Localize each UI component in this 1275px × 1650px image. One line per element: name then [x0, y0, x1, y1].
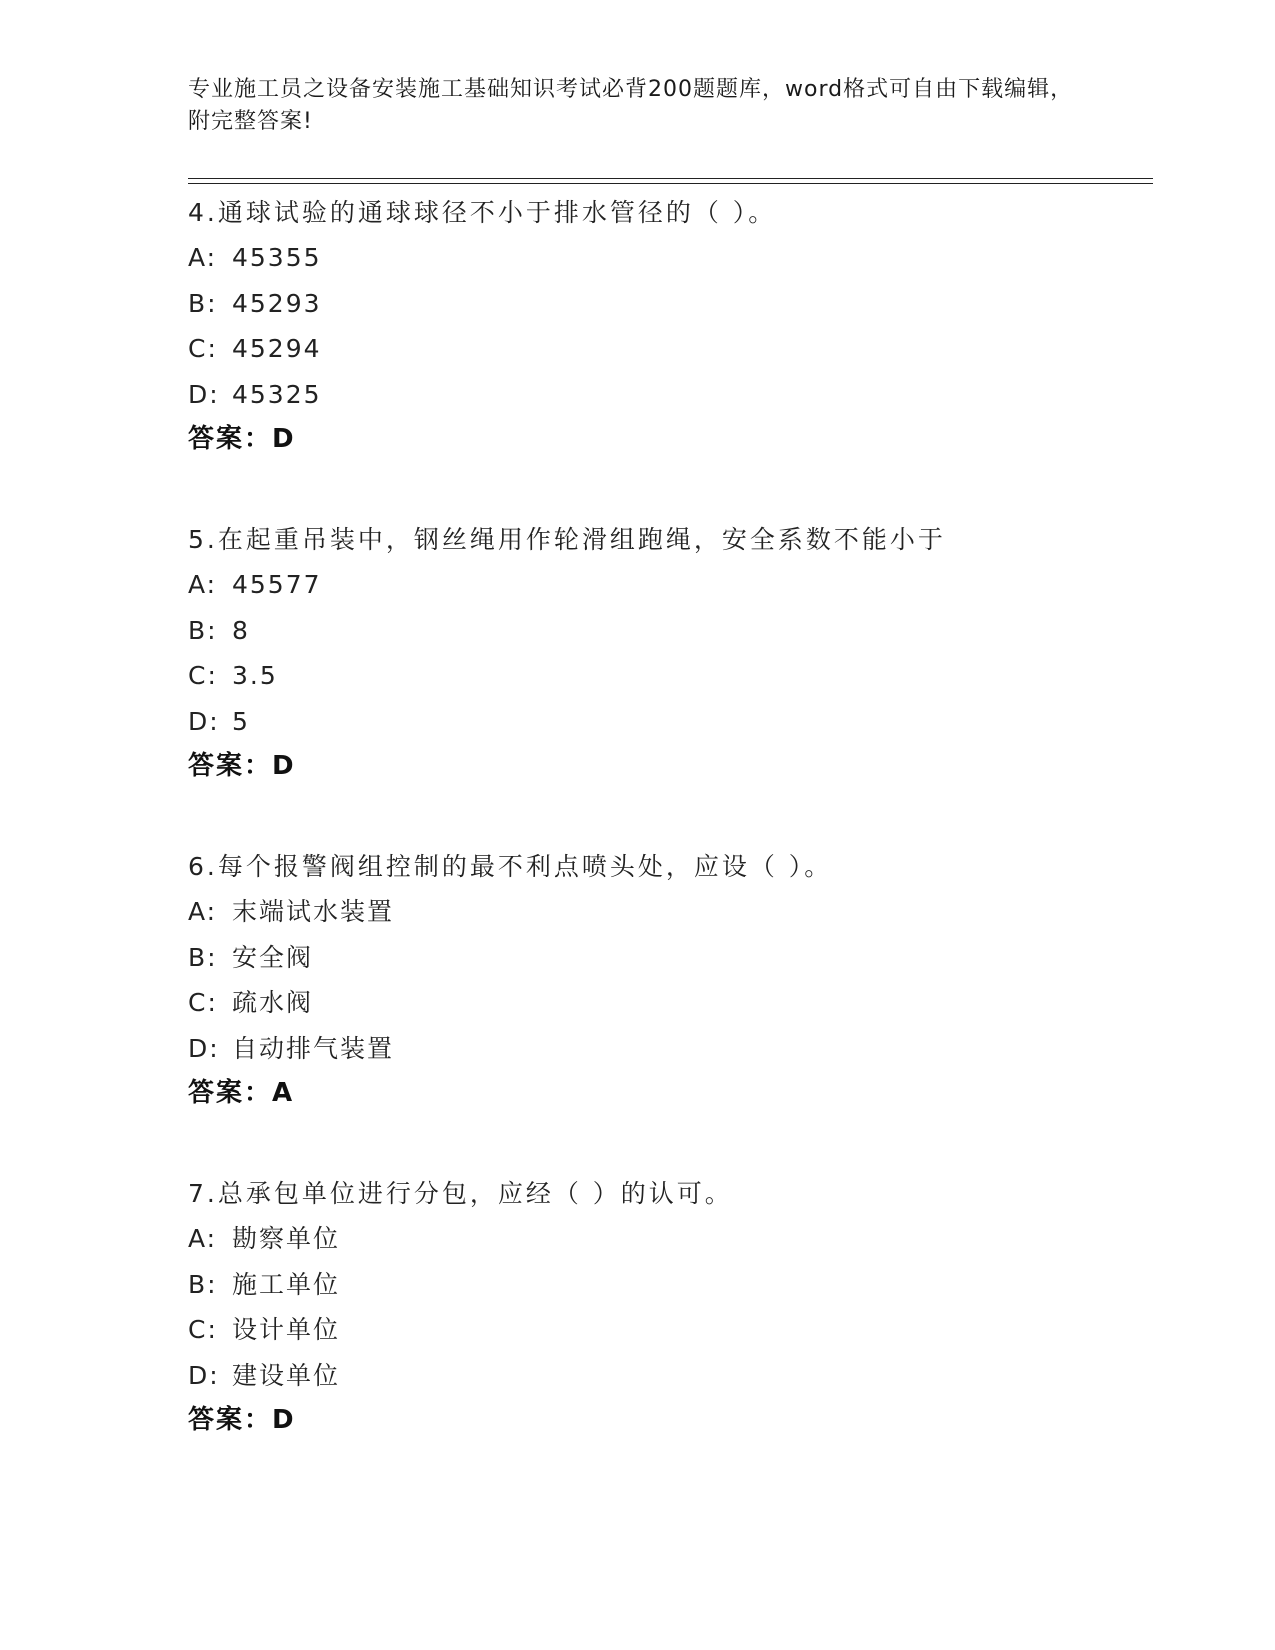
option-key: B: [188, 942, 218, 972]
question-4 [188, 190, 1153, 461]
answer-value: A [272, 1078, 293, 1108]
question-stem: 4.通球试验的通球球径不小于排水管径的（ ）。 [188, 198, 777, 227]
option-key: C: [188, 988, 218, 1017]
option-key: A: [188, 570, 218, 599]
document-title: 专业施工员之设备安装施工基础知识考试必背200题题库，word格式可自由下载编辑，附完整答案! [188, 77, 1074, 134]
question-stem: 6.每个报警阀组控制的最不利点喷头处，应设（ ）。 [188, 852, 833, 881]
option-c [188, 1307, 1153, 1353]
option-text: 8 [232, 615, 250, 645]
option-text: 施工单位 [232, 1269, 341, 1299]
option-text: 疏水阀 [232, 988, 314, 1017]
answer-value: D [272, 751, 294, 781]
option-key: B: [188, 1269, 218, 1299]
answer-line [188, 744, 1153, 788]
option-key: C: [188, 661, 218, 690]
option-a [188, 889, 1153, 935]
option-d [188, 372, 1153, 418]
option-text: 自动排气装置 [232, 1033, 395, 1063]
option-text: 安全阀 [232, 942, 314, 972]
option-text: 3.5 [232, 661, 278, 690]
answer-value: D [272, 1405, 294, 1435]
question-list [188, 190, 1153, 1498]
question-5 [188, 517, 1153, 788]
option-text: 建设单位 [232, 1360, 341, 1390]
option-key: A: [188, 1224, 218, 1253]
option-b [188, 608, 1153, 654]
option-b [188, 1262, 1153, 1308]
answer-line [188, 1398, 1153, 1442]
option-text: 45577 [232, 570, 322, 599]
option-a [188, 562, 1153, 608]
option-key: D: [188, 1033, 220, 1063]
option-key: A: [188, 897, 218, 926]
option-key: D: [188, 379, 220, 409]
option-key: C: [188, 1315, 218, 1344]
question-stem: 7.总承包单位进行分包，应经（ ）的认可。 [188, 1179, 733, 1208]
option-c [188, 653, 1153, 699]
answer-label: 答案： [188, 751, 273, 781]
option-text: 勘察单位 [232, 1224, 341, 1253]
option-text: 5 [232, 706, 250, 736]
option-b [188, 281, 1153, 327]
option-text: 设计单位 [232, 1315, 341, 1344]
question-6 [188, 844, 1153, 1115]
option-key: D: [188, 1360, 220, 1390]
option-text: 45294 [232, 334, 322, 363]
option-key: D: [188, 706, 220, 736]
header-divider-top [188, 178, 1153, 179]
option-c [188, 326, 1153, 372]
option-text: 45293 [232, 288, 322, 318]
answer-label: 答案： [188, 1078, 273, 1108]
option-c [188, 980, 1153, 1026]
option-d [188, 1353, 1153, 1399]
option-key: A: [188, 243, 218, 272]
option-a [188, 1216, 1153, 1262]
answer-label: 答案： [188, 1405, 273, 1435]
option-text: 45355 [232, 243, 322, 272]
question-stem: 5.在起重吊装中，钢丝绳用作轮滑组跑绳，安全系数不能小于 [188, 525, 946, 554]
option-d [188, 1026, 1153, 1072]
option-text: 末端试水装置 [232, 897, 395, 926]
answer-value: D [272, 424, 294, 454]
option-text: 45325 [232, 379, 322, 409]
option-key: B: [188, 288, 218, 318]
option-a [188, 235, 1153, 281]
answer-line [188, 1071, 1153, 1115]
option-key: C: [188, 334, 218, 363]
option-d [188, 699, 1153, 745]
header-divider-bottom [188, 183, 1153, 184]
question-7 [188, 1171, 1153, 1442]
answer-label: 答案： [188, 424, 273, 454]
option-b [188, 935, 1153, 981]
answer-line [188, 417, 1153, 461]
option-key: B: [188, 615, 218, 645]
